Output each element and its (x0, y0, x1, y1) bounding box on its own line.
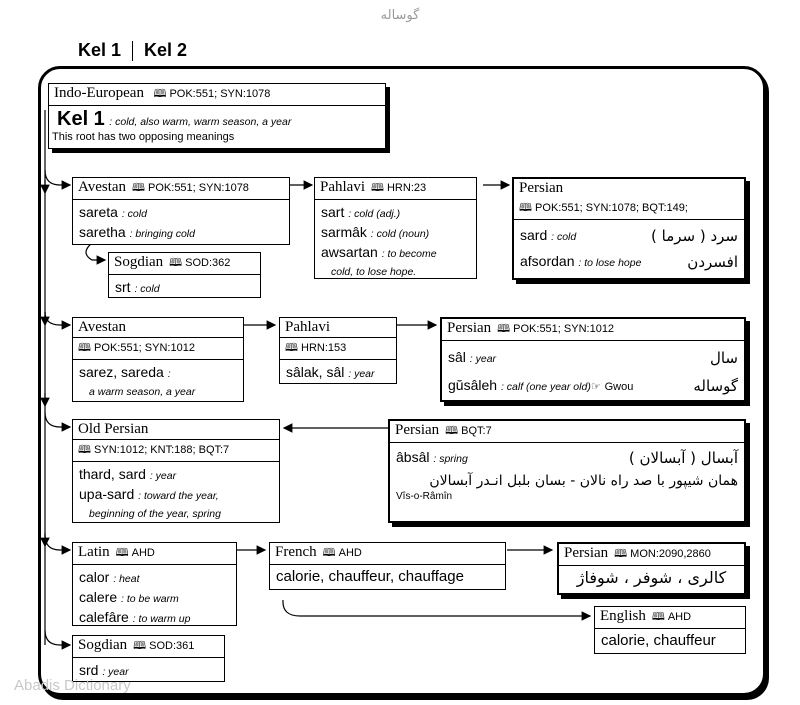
book-icon: 🕮 (371, 181, 384, 194)
root-note: This root has two opposing meanings (52, 131, 235, 143)
entry-gloss: : year (102, 666, 129, 678)
cross-ref-link[interactable]: Gwou (604, 381, 634, 393)
entry-gloss: : cold (adj.) (348, 208, 401, 220)
sogdian-1-lang: Sogdian (114, 254, 164, 270)
entry-gloss: : cold (121, 208, 147, 220)
entry-word: sâlak, sâl (286, 364, 345, 380)
entry-gloss: : cold (noun) (370, 228, 430, 240)
entry-word: srd (79, 662, 99, 678)
english-box (594, 606, 746, 654)
latin-lang: Latin (78, 544, 110, 560)
root-source-text: POK:551; SYN:1078 (169, 88, 271, 100)
entry-word: afsordan (520, 253, 575, 269)
entry-word: sart (321, 204, 345, 220)
book-icon: 🕮 (519, 201, 532, 214)
entry-gloss-cont: beginning of the year, spring (89, 508, 221, 520)
sogdian-2-source: SOD:361 (149, 640, 195, 652)
latin-box (72, 542, 237, 626)
root-box (48, 83, 386, 149)
entry-gloss: : cold (551, 231, 577, 243)
entry-gloss: : year (149, 470, 177, 482)
book-icon: 🕮 (445, 424, 459, 437)
entry-gloss: : spring (433, 453, 468, 465)
entry-gloss: : calf (one year old) (500, 381, 591, 393)
entry-word: calere (79, 589, 118, 605)
entry-gloss: : (167, 368, 171, 380)
english-source: AHD (667, 611, 692, 623)
entry-gloss: : heat (113, 573, 140, 585)
root-gloss: : cold, also warm, warm season, a year (109, 116, 292, 128)
french-source: AHD (338, 547, 362, 559)
persian-2-lang: Persian (447, 320, 492, 336)
entry-gloss: : toward the year, (138, 490, 219, 502)
root-source (153, 88, 270, 100)
old-persian-lang: Old Persian (78, 421, 149, 437)
persian-box-4 (557, 542, 746, 595)
old-persian-box (72, 419, 280, 523)
sogdian-box-2 (72, 635, 225, 682)
persian-box-1 (512, 177, 746, 280)
entry-gloss-cont: a warm season, a year (89, 386, 196, 398)
old-persian-source: SYN:1012; KNT:188; BQT:7 (94, 444, 230, 456)
persian-4-farsi: کالری ، شوفر ، شوفاژ (576, 568, 727, 587)
entry-gloss: : bringing cold (129, 228, 195, 240)
book-icon: 🕮 (132, 181, 146, 194)
entry-farsi: گوساله (693, 377, 738, 395)
root-header (49, 84, 385, 106)
book-icon: 🕮 (322, 546, 336, 559)
avestan-box-1 (72, 177, 290, 245)
poem-source: Vîs-o-Râmîn (396, 491, 453, 502)
entry-word: âbsâl (396, 449, 430, 465)
persian-1-lang: Persian (519, 180, 564, 196)
entry-word: sâl (448, 349, 466, 365)
entry-farsi: سرد ( سرما ) (651, 227, 738, 245)
sogdian-box-1 (108, 252, 261, 298)
book-icon: 🕮 (153, 87, 167, 100)
book-icon: 🕮 (115, 546, 129, 559)
french-words: calorie, chauffeur, chauffage (276, 568, 464, 585)
avestan-1-source: POK:551; SYN:1078 (148, 182, 249, 194)
entry-gloss: : to warm up (132, 613, 191, 625)
entry-gloss: : year (348, 368, 375, 380)
pointing-hand-icon: ☞ (590, 380, 601, 393)
persian-4-lang: Persian (564, 545, 609, 561)
entry-word: saretha (79, 224, 126, 240)
persian-3-lang: Persian (395, 422, 440, 438)
entry-gloss-cont: cold, to lose hope. (331, 266, 417, 278)
pahlavi-2-source: HRN:153 (301, 342, 347, 354)
entry-gloss: : to be warm (121, 593, 179, 605)
book-icon: 🕮 (497, 322, 511, 335)
entry-word: sarez, sareda (79, 364, 164, 380)
book-icon: 🕮 (78, 443, 91, 456)
root-lang: Indo-European (54, 85, 144, 101)
entry-farsi: سال (709, 349, 738, 367)
pahlavi-1-lang: Pahlavi (320, 179, 365, 195)
book-icon: 🕮 (133, 639, 147, 652)
persian-3-source: BQT:7 (461, 425, 492, 437)
persian-box-2 (440, 317, 746, 402)
pahlavi-box-1 (314, 177, 477, 279)
entry-word: thard, sard (79, 466, 146, 482)
entry-word: calefâre (79, 609, 129, 625)
entry-word: awsartan (321, 244, 378, 260)
persian-box-3 (388, 419, 746, 523)
book-icon: 🕮 (169, 256, 183, 269)
book-icon: 🕮 (651, 610, 665, 623)
sogdian-1-source: SOD:362 (185, 257, 231, 269)
poem-verse: همان شیپور با صد راه نالان - بسان بلبل انـدر آبسالان (429, 473, 738, 489)
english-lang: English (600, 608, 646, 624)
pahlavi-2-lang: Pahlavi (285, 319, 330, 335)
entry-word: srt (115, 279, 131, 295)
book-icon: 🕮 (285, 341, 298, 354)
english-words: calorie, chauffeur (601, 632, 716, 649)
entry-gloss: : to lose hope (578, 257, 642, 269)
entry-gloss: : to become (381, 248, 437, 260)
entry-word: sard (520, 227, 548, 243)
persian-1-source: POK:551; SYN:1078; BQT:149; (535, 202, 688, 214)
entry-word: calor (79, 569, 110, 585)
french-box (269, 542, 506, 590)
sogdian-2-lang: Sogdian (78, 637, 128, 653)
french-lang: French (275, 544, 317, 560)
tab-kel-2[interactable]: Kel 2 (144, 40, 188, 60)
entry-gloss: : year (469, 353, 497, 365)
entry-gloss: : cold (134, 283, 160, 295)
header-word: گوساله (380, 8, 420, 23)
latin-source: AHD (131, 547, 155, 559)
avestan-2-source: POK:551; SYN:1012 (94, 342, 195, 354)
pahlavi-1-source: HRN:23 (386, 182, 427, 194)
root-headword: Kel 1 (57, 108, 105, 130)
entry-word: upa-sard (79, 486, 135, 502)
pahlavi-box-2 (279, 317, 397, 384)
book-icon: 🕮 (614, 547, 628, 560)
entry-word: gŭsâleh (448, 377, 498, 393)
entry-farsi: آبسال ( آبسالان ) (628, 449, 738, 467)
entry-word: sareta (79, 204, 118, 220)
entry-farsi: افسردن (687, 253, 738, 271)
watermark: Abadis Dictionary (14, 677, 131, 694)
persian-2-source: POK:551; SYN:1012 (513, 323, 615, 335)
persian-4-source: MON:2090,2860 (630, 548, 711, 560)
book-icon: 🕮 (78, 341, 91, 354)
tab-kel-1[interactable]: Kel 1 (78, 40, 122, 60)
avestan-2-lang: Avestan (78, 319, 127, 335)
avestan-1-lang: Avestan (78, 179, 127, 195)
entry-word: sarmâk (321, 224, 367, 240)
avestan-box-2 (72, 317, 244, 402)
